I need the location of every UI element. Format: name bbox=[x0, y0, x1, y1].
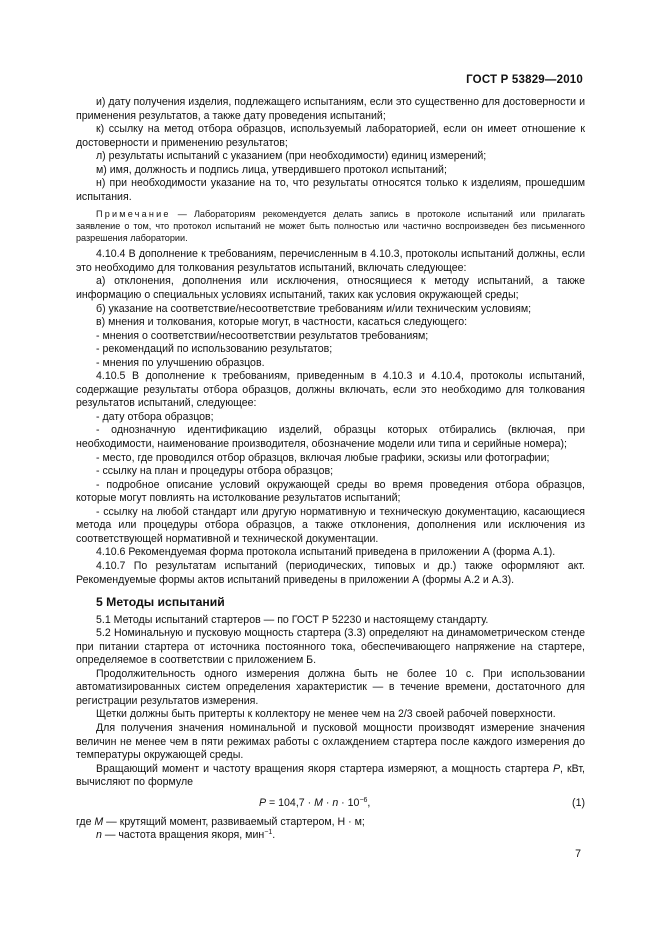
page-content bbox=[76, 96, 585, 843]
where-line bbox=[76, 816, 585, 830]
exponent: −1 bbox=[264, 829, 273, 837]
paragraph: Щетки должны быть притерты к коллектору не менее чем на 2/3 своей рабочей поверхности. bbox=[96, 708, 556, 721]
text-span: Вращающий момент и частоту вращения якоря стартера измеряют, а мощность стартера bbox=[96, 762, 553, 775]
note-text: — Лабораториям рекомендуется делать запись в протоколе испытаний или прилагать заявление о том, что протокол испытаний не может быть полностью или частично воспроизведен без письменного разрешения лаборатории. bbox=[76, 209, 585, 244]
text-span: где bbox=[76, 815, 95, 828]
text-span: · bbox=[322, 796, 333, 809]
formula-row bbox=[76, 795, 585, 813]
variable: n bbox=[332, 796, 339, 809]
list-item: - мнения по улучшению образцов. bbox=[96, 356, 265, 369]
list-item: - подробное описание условий окружающей среды во время проведения отбора образцов, которые могут повлиять на истолкование результатов испытаний; bbox=[76, 478, 585, 505]
list-item: - ссылку на любой стандарт или другую нормативную и техническую документацию, касающиеся метода или процедуры отбора образцов, а также отклонения, дополнения или исключения из соответствующей нормативной и технической документации. bbox=[76, 505, 585, 545]
text-span: , кВт, вычисляют по формуле bbox=[76, 762, 585, 789]
where-line bbox=[76, 829, 585, 843]
text-span: · 10 bbox=[338, 796, 360, 809]
text-span: = 104,7 · bbox=[266, 796, 315, 809]
text-span: — крутящий момент, развиваемый стартером, Н · м; bbox=[103, 815, 365, 828]
list-item: л) результаты испытаний с указанием (при необходимости) единиц измерений; bbox=[96, 150, 487, 163]
variable: n bbox=[96, 829, 102, 842]
list-item: - дату отбора образцов; bbox=[96, 410, 214, 423]
page-number: 7 bbox=[575, 848, 581, 860]
list-item: в) мнения и толкования, которые могут, в частности, касаться следующего: bbox=[96, 316, 468, 329]
list-item: а) отклонения, дополнения или исключения, относящиеся к методу испытаний, а также информацию о специальных условиях испытаний, таких как условия окружающей среды; bbox=[76, 275, 585, 302]
list-item: - однозначную идентификацию изделий, образцы которых отбирались (включая, при необходимости, наименование производителя, обозначение модели или типа и серийные номера); bbox=[76, 424, 585, 451]
formula bbox=[259, 797, 370, 811]
exponent: −6 bbox=[359, 796, 368, 804]
list-item: - мнения о соответствии/несоответствии результатов требованиям; bbox=[96, 329, 429, 342]
note-label: Примечание bbox=[96, 209, 171, 220]
text-span: — частота вращения якоря, мин bbox=[101, 829, 265, 842]
paragraph: Продолжительность одного измерения должна быть не более 10 с. При использовании автоматизированных систем определения характеристик — в течение времени, достаточного для регистрации результатов измерения. bbox=[76, 667, 585, 707]
paragraph bbox=[76, 763, 585, 790]
list-item: н) при необходимости указание на то, что результаты относятся только к изделиям, прошедшим испытания. bbox=[76, 177, 585, 203]
paragraph: 5.2 Номинальную и пусковую мощность стартера (3.3) определяют на динамометрическом стенде при питании стартера от источника постоянного тока, обеспечивающего напряжение на стартере, определяемое в соответствии с приложением Б. bbox=[76, 627, 585, 667]
paragraph: 4.10.5 В дополнение к требованиям, приведенным в 4.10.3 и 4.10.4, протоколы испытаний, содержащие результаты отбора образцов, должны включать, если это необходимо для толкования результатов испытаний, следующее: bbox=[76, 370, 585, 410]
list-item: и) дату получения изделия, подлежащего испытаниям, если это существенно для достоверности и применения результатов, а также дату проведения испытаний; bbox=[76, 96, 585, 122]
paragraph: 4.10.7 По результатам испытаний (периодических, типовых и др.) также оформляют акт. Рекомендуемые формы актов испытаний приведены в приложении А (формы А.2 и А.3). bbox=[76, 559, 585, 586]
paragraph: 4.10.4 В дополнение к требованиям, перечисленным в 4.10.3, протоколы испытаний должны, если это необходимо для толкования результатов испытаний, включать следующее: bbox=[76, 248, 585, 274]
text-span: , bbox=[367, 796, 371, 809]
list-item: б) указание на соответствие/несоответствие требованиям и/или техническим условиям; bbox=[96, 302, 532, 315]
standard-header: ГОСТ Р 53829—2010 bbox=[466, 74, 583, 86]
list-item: м) имя, должность и подпись лица, утвердившего протокол испытаний; bbox=[96, 163, 447, 176]
list-item: к) ссылку на метод отбора образцов, используемый лабораторией, если он имеет отношение к достоверности и применению результатов; bbox=[76, 123, 585, 149]
text-span: . bbox=[272, 829, 276, 842]
paragraph: 4.10.6 Рекомендуемая форма протокола испытаний приведена в приложении А (форма А.1). bbox=[96, 546, 556, 559]
list-item: - место, где проводился отбор образцов, включая любые графики, эскизы или фотографии; bbox=[96, 451, 550, 464]
paragraph: 5.1 Методы испытаний стартеров — по ГОСТ Р 52230 и настоящему стандарту. bbox=[96, 613, 489, 626]
list-item: - ссылку на план и процедуры отбора образцов; bbox=[96, 465, 334, 478]
variable: M bbox=[314, 796, 323, 809]
note bbox=[76, 208, 585, 244]
section-title: 5 Методы испытаний bbox=[96, 595, 225, 610]
formula-number: (1) bbox=[572, 796, 585, 809]
paragraph: Для получения значения номинальной и пусковой мощности производят измерение значения величин не менее чем в пяти режимах работы с охлаждением стартера после каждого измерения до температуры окружающей среды. bbox=[76, 721, 585, 762]
variable: M bbox=[94, 815, 104, 828]
variable: P bbox=[259, 796, 267, 809]
list-item: - рекомендаций по использованию результатов; bbox=[96, 343, 333, 356]
variable: P bbox=[552, 762, 561, 775]
